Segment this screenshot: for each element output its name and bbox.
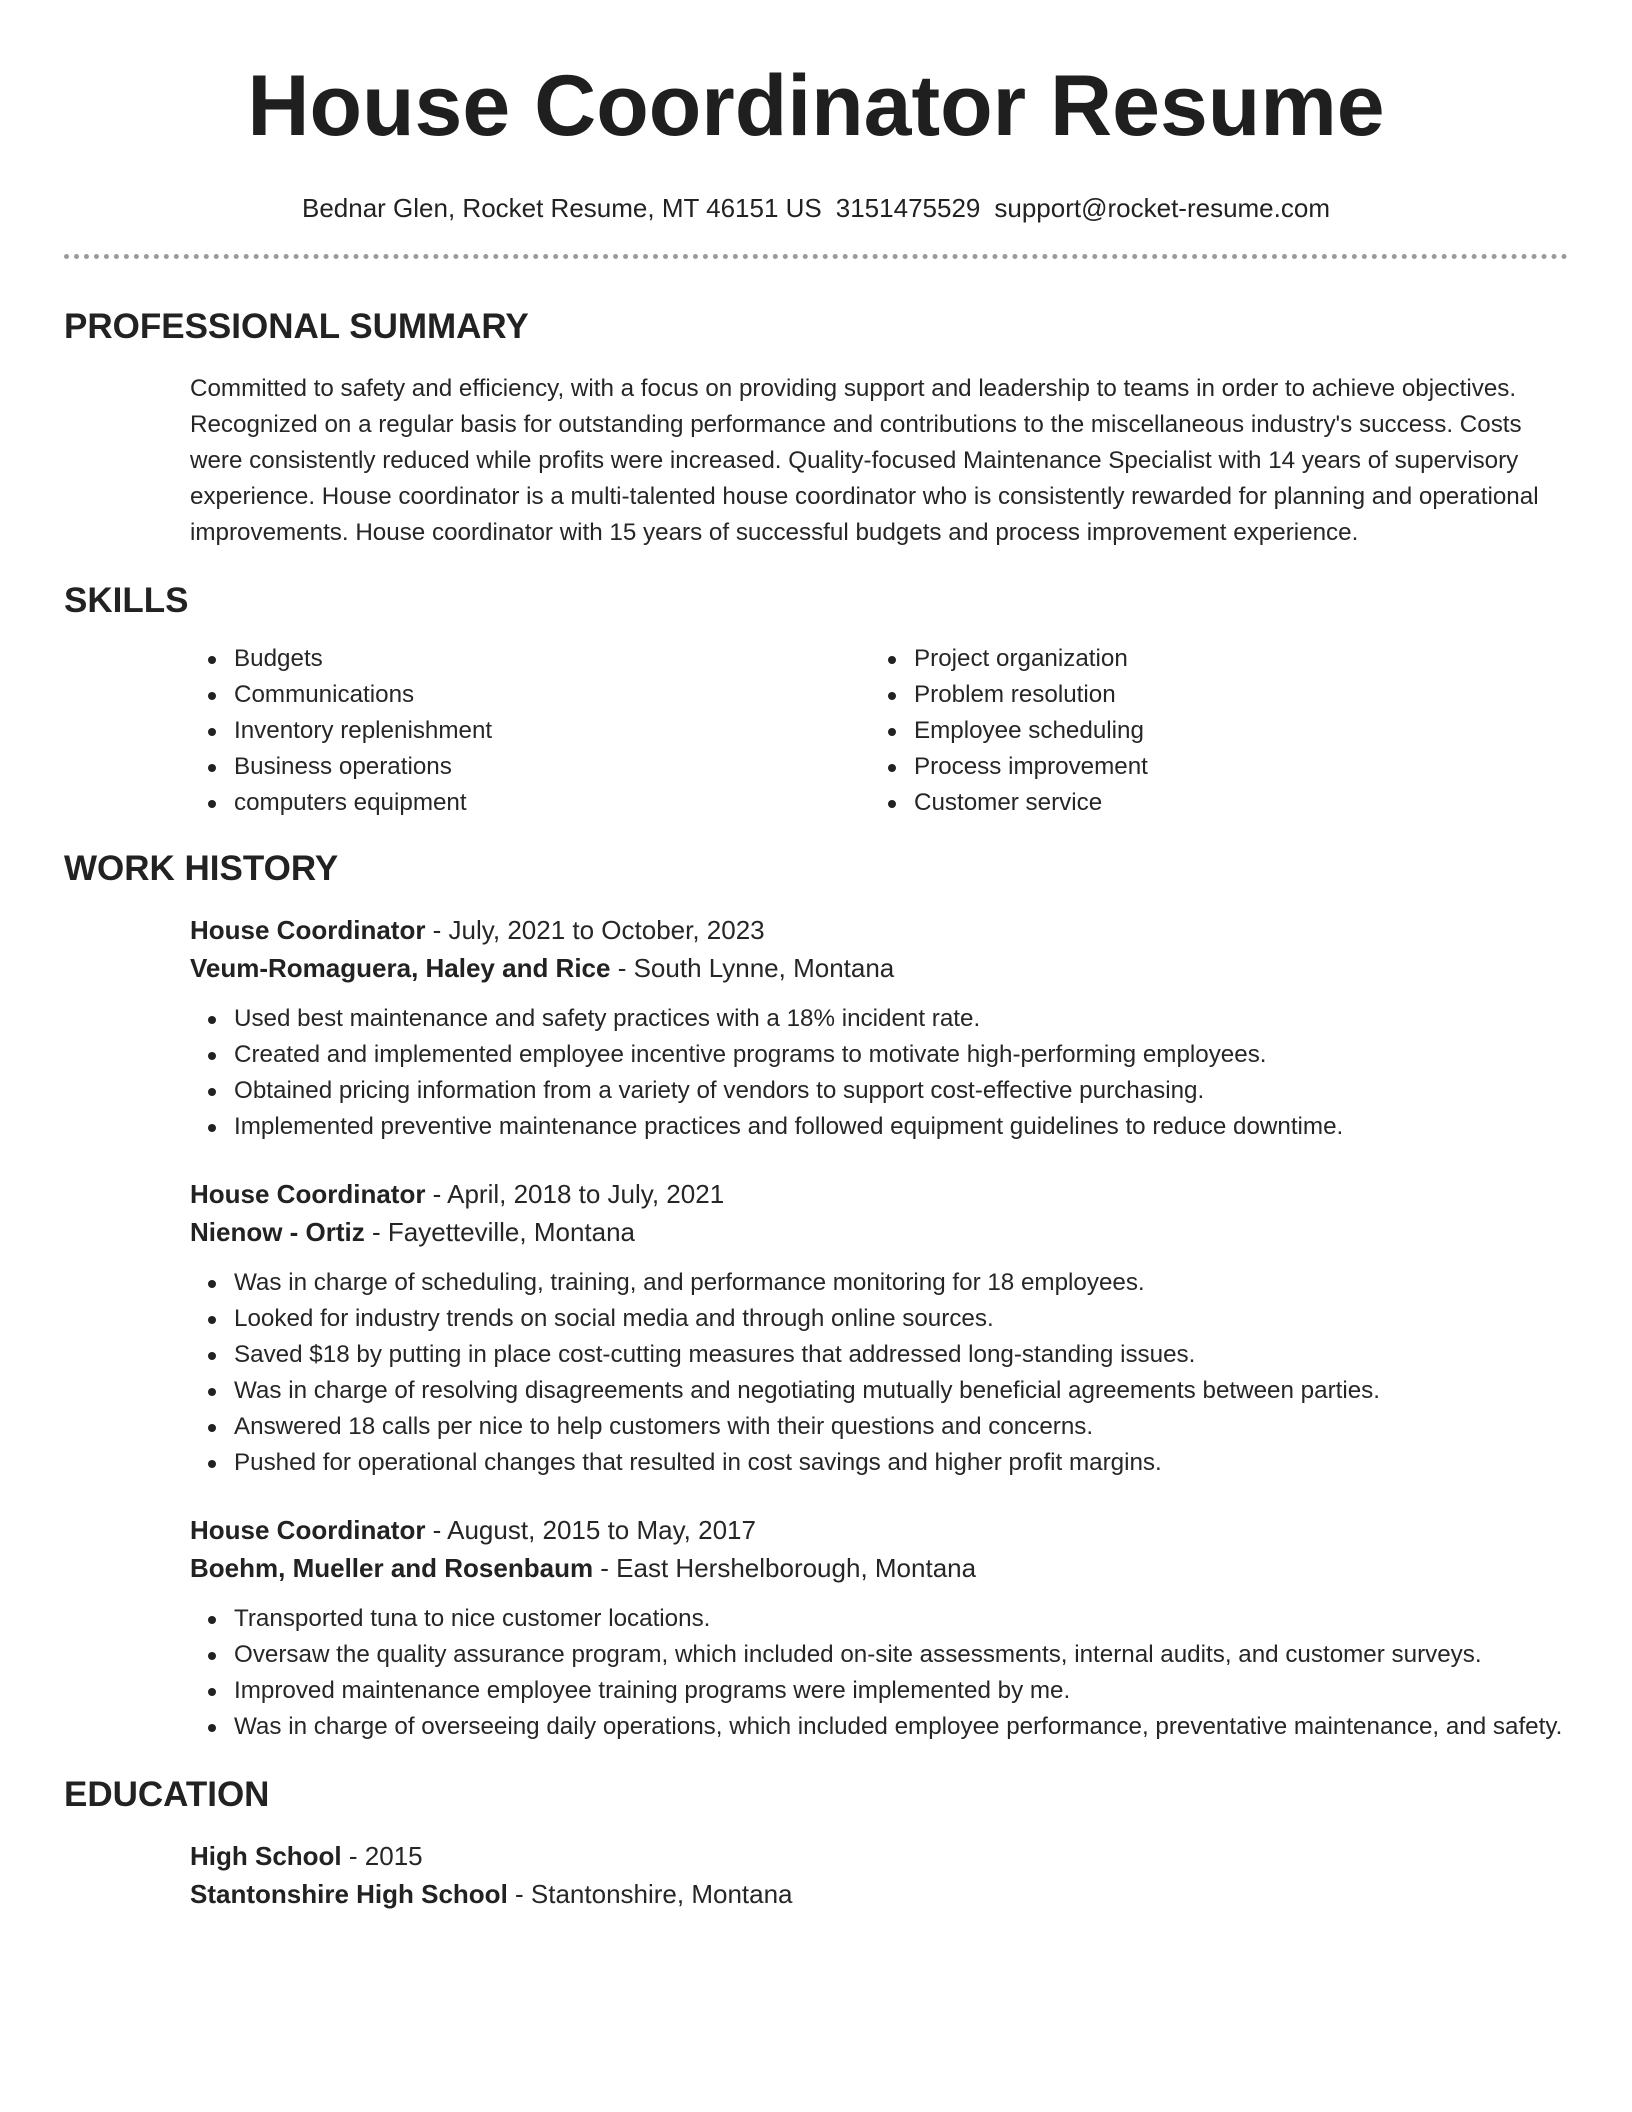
summary-text: Committed to safety and efficiency, with a focus on providing support and leadership to teams in order to achieve objectives. Recognized on a regular basis for outstanding performance and contributions to the miscellaneous industry's success. Costs were consistently reduced while profits were increased. Quality-focused Maintenance Specialist with 14 years of supervisory experience. House coordinator is a multi-talented house coordinator who is consistently rewarded for planning and operational improvements. House coordinator with 15 years of successful budgets and process improvement experience. <box>190 375 1539 546</box>
job-entry <box>190 911 1568 1145</box>
job-title: House Coordinator <box>190 915 426 945</box>
job-entry <box>190 1175 1568 1481</box>
contact-line <box>64 192 1568 224</box>
job-location: - Fayetteville, Montana <box>364 1217 636 1247</box>
skill-item: Business operations <box>234 749 870 785</box>
skill-item: Communications <box>234 677 870 713</box>
job-bullets <box>190 1601 1568 1745</box>
skills-column-right <box>870 641 1148 821</box>
job-bullet: Looked for industry trends on social media and through online sources. <box>234 1301 1568 1337</box>
education-heading: EDUCATION <box>64 1775 270 1814</box>
job-bullet: Improved maintenance employee training programs were implemented by me. <box>234 1673 1568 1709</box>
education-degree: High School <box>190 1841 342 1871</box>
skill-item: Employee scheduling <box>914 713 1148 749</box>
job-company: Nienow - Ortiz <box>190 1217 365 1247</box>
skill-item: Customer service <box>914 785 1148 821</box>
job-bullet: Transported tuna to nice customer locations. <box>234 1601 1568 1637</box>
job-bullet: Was in charge of resolving disagreements and negotiating mutually beneficial agreements between parties. <box>234 1373 1568 1409</box>
education-degree-line <box>190 1837 1568 1875</box>
job-dates: - April, 2018 to July, 2021 <box>425 1179 725 1209</box>
job-bullet: Used best maintenance and safety practices with a 18% incident rate. <box>234 1001 1568 1037</box>
job-bullet: Saved $18 by putting in place cost-cutting measures that addressed long-standing issues. <box>234 1337 1568 1373</box>
contact-address: Bednar Glen, Rocket Resume, MT 46151 US <box>301 193 822 223</box>
job-title-line <box>190 911 1568 949</box>
skill-item: Budgets <box>234 641 870 677</box>
job-dates: - August, 2015 to May, 2017 <box>425 1515 756 1545</box>
skills-column-left <box>190 641 870 821</box>
job-bullet: Answered 18 calls per nice to help customers with their questions and concerns. <box>234 1409 1568 1445</box>
job-bullet: Was in charge of scheduling, training, and performance monitoring for 18 employees. <box>234 1265 1568 1301</box>
summary-heading: PROFESSIONAL SUMMARY <box>64 307 529 346</box>
education-school-line <box>190 1875 1568 1913</box>
resume-title: House Coordinator Resume <box>247 58 1385 154</box>
job-bullets <box>190 1265 1568 1481</box>
header-divider <box>64 254 1568 259</box>
job-location: - East Hershelborough, Montana <box>593 1553 977 1583</box>
job-location: - South Lynne, Montana <box>610 953 895 983</box>
job-bullets <box>190 1001 1568 1145</box>
job-bullet: Obtained pricing information from a variety of vendors to support cost-effective purchasing. <box>234 1073 1568 1109</box>
job-company-line <box>190 1213 1568 1251</box>
skill-item: Problem resolution <box>914 677 1148 713</box>
job-dates: - July, 2021 to October, 2023 <box>425 915 765 945</box>
skills-list <box>190 641 1568 821</box>
education-school: Stantonshire High School <box>190 1879 508 1909</box>
job-company-line <box>190 949 1568 987</box>
job-bullet: Implemented preventive maintenance practices and followed equipment guidelines to reduce downtime. <box>234 1109 1568 1145</box>
job-bullet: Oversaw the quality assurance program, which included on-site assessments, internal audits, and customer surveys. <box>234 1637 1568 1673</box>
job-company: Veum-Romaguera, Haley and Rice <box>190 953 611 983</box>
job-title-line <box>190 1511 1568 1549</box>
job-company-line <box>190 1549 1568 1587</box>
skills-heading: SKILLS <box>64 581 189 620</box>
job-header <box>190 911 1568 987</box>
job-bullet: Created and implemented employee incentive programs to motivate high-performing employees. <box>234 1037 1568 1073</box>
education-entry <box>190 1837 1568 1913</box>
contact-email: support@rocket-resume.com <box>994 193 1330 223</box>
job-entry <box>190 1511 1568 1745</box>
job-company: Boehm, Mueller and Rosenbaum <box>190 1553 594 1583</box>
skill-item: computers equipment <box>234 785 870 821</box>
job-bullet: Pushed for operational changes that resulted in cost savings and higher profit margins. <box>234 1445 1568 1481</box>
work-history-heading: WORK HISTORY <box>64 849 339 888</box>
skill-item: Inventory replenishment <box>234 713 870 749</box>
education-location: - Stantonshire, Montana <box>507 1879 793 1909</box>
job-bullet: Was in charge of overseeing daily operations, which included employee performance, preventative maintenance, and safety. <box>234 1709 1568 1745</box>
contact-phone: 3151475529 <box>835 193 981 223</box>
skill-item: Project organization <box>914 641 1148 677</box>
job-header <box>190 1175 1568 1251</box>
job-title: House Coordinator <box>190 1179 426 1209</box>
skill-item: Process improvement <box>914 749 1148 785</box>
job-title: House Coordinator <box>190 1515 426 1545</box>
education-year: - 2015 <box>341 1841 423 1871</box>
job-title-line <box>190 1175 1568 1213</box>
job-header <box>190 1511 1568 1587</box>
